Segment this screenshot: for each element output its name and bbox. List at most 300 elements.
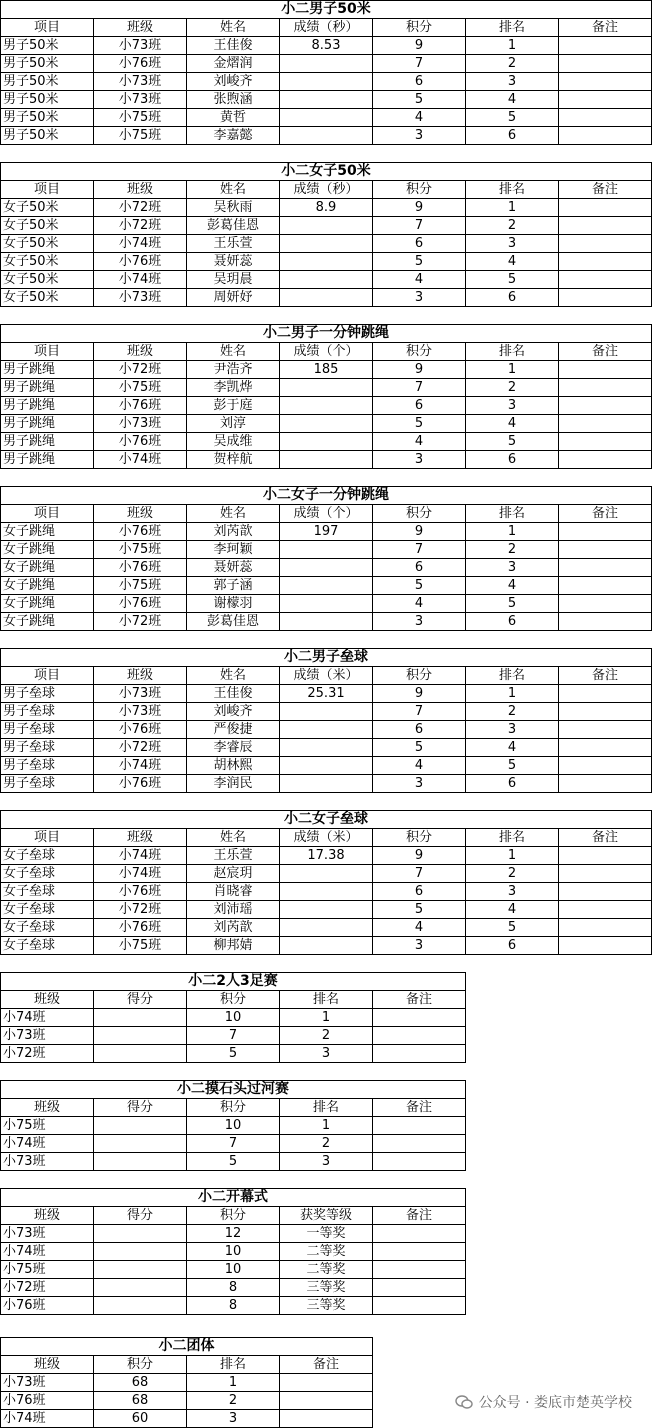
table-cell: 小75班 [94, 379, 187, 397]
table-row [1, 1153, 466, 1171]
table-cell: 小73班 [1, 1027, 94, 1045]
table-cell [559, 37, 652, 55]
table-cell: 3 [466, 883, 559, 901]
table-cell: 贺梓航 [187, 451, 280, 469]
table-cell: 8 [187, 1279, 280, 1297]
table-cell: 5 [187, 1153, 280, 1171]
results-table [0, 162, 652, 307]
table-cell [94, 1027, 187, 1045]
table-row [1, 55, 652, 73]
table-cell: 小74班 [1, 1009, 94, 1027]
table-cell: 小74班 [94, 847, 187, 865]
table-cell: 6 [373, 883, 466, 901]
column-header: 成绩（米） [280, 829, 373, 847]
table-cell: 6 [373, 397, 466, 415]
column-header: 排名 [466, 19, 559, 37]
table-cell: 小73班 [94, 73, 187, 91]
table-cell: 10 [187, 1009, 280, 1027]
table-cell: 4 [466, 739, 559, 757]
table-cell: 8.9 [280, 199, 373, 217]
table-cell [559, 523, 652, 541]
results-table [0, 810, 652, 955]
table-cell: 6 [373, 235, 466, 253]
table-row [1, 595, 652, 613]
table-cell [559, 721, 652, 739]
table-cell: 小76班 [94, 433, 187, 451]
table-cell [280, 73, 373, 91]
table-row [1, 379, 652, 397]
table-cell: 聂妍蕊 [187, 253, 280, 271]
column-header: 获奖等级 [280, 1207, 373, 1225]
table-cell: 吴成维 [187, 433, 280, 451]
table-row [1, 739, 652, 757]
table-cell [280, 415, 373, 433]
table-cell: 小73班 [94, 685, 187, 703]
table-cell [559, 559, 652, 577]
table-row [1, 1410, 373, 1428]
table-cell: 1 [466, 199, 559, 217]
table-cell: 小73班 [94, 703, 187, 721]
table-cell: 小73班 [1, 1153, 94, 1171]
table-row [1, 523, 652, 541]
table-cell: 柳邦婧 [187, 937, 280, 955]
table-cell: 3 [373, 451, 466, 469]
column-header: 姓名 [187, 667, 280, 685]
table-cell [94, 1117, 187, 1135]
table-cell: 6 [373, 721, 466, 739]
table-cell [559, 775, 652, 793]
table-cell: 尹浩齐 [187, 361, 280, 379]
column-header: 排名 [466, 343, 559, 361]
table-cell: 小73班 [1, 1225, 94, 1243]
table-cell: 女子垒球 [1, 901, 94, 919]
table-cell: 小72班 [94, 613, 187, 631]
column-header: 得分 [94, 1099, 187, 1117]
table-cell [280, 937, 373, 955]
header-row [1, 1207, 466, 1225]
table-cell: 一等奖 [280, 1225, 373, 1243]
column-header: 成绩（米） [280, 667, 373, 685]
table-row [1, 919, 652, 937]
column-header: 项目 [1, 505, 94, 523]
table-cell: 5 [373, 91, 466, 109]
table-cell [373, 1045, 466, 1063]
table-title: 小二女子50米 [1, 163, 652, 181]
table-cell: 男子垒球 [1, 721, 94, 739]
table-row [1, 253, 652, 271]
table-cell: 1 [466, 847, 559, 865]
column-header: 班级 [1, 1207, 94, 1225]
column-header: 成绩（秒） [280, 181, 373, 199]
table-cell: 4 [466, 415, 559, 433]
table-title: 小二2人3足赛 [1, 973, 466, 991]
table-cell: 小76班 [94, 919, 187, 937]
table-cell: 5 [373, 415, 466, 433]
table-cell [280, 595, 373, 613]
table-row [1, 199, 652, 217]
table-cell: 4 [373, 433, 466, 451]
table-row [1, 91, 652, 109]
table-cell: 赵宸玥 [187, 865, 280, 883]
table-cell: 6 [466, 775, 559, 793]
column-header: 姓名 [187, 343, 280, 361]
table-cell [559, 433, 652, 451]
table-cell: 女子垒球 [1, 883, 94, 901]
table-cell: 10 [187, 1117, 280, 1135]
table-cell: 5 [373, 253, 466, 271]
table-cell: 男子50米 [1, 37, 94, 55]
table-cell [559, 703, 652, 721]
table-cell: 1 [466, 361, 559, 379]
table-row [1, 1374, 373, 1392]
table-cell [559, 415, 652, 433]
table-cell: 女子50米 [1, 217, 94, 235]
table-cell [94, 1243, 187, 1261]
table-cell: 小76班 [1, 1392, 94, 1410]
table-cell: 5 [187, 1045, 280, 1063]
table-cell: 女子垒球 [1, 865, 94, 883]
table-cell [559, 127, 652, 145]
table-cell: 6 [466, 127, 559, 145]
table-title: 小二女子一分钟跳绳 [1, 487, 652, 505]
table-cell: 女子跳绳 [1, 577, 94, 595]
table-cell [559, 847, 652, 865]
table-row [1, 937, 652, 955]
column-header: 项目 [1, 829, 94, 847]
table-cell [559, 577, 652, 595]
table-title: 小二男子一分钟跳绳 [1, 325, 652, 343]
table-cell: 二等奖 [280, 1261, 373, 1279]
table-cell [559, 613, 652, 631]
table-cell: 17.38 [280, 847, 373, 865]
table-cell: 9 [373, 847, 466, 865]
results-table [0, 0, 652, 145]
table-cell: 3 [187, 1410, 280, 1428]
table-cell: 彭葛佳恩 [187, 613, 280, 631]
table-cell: 3 [373, 613, 466, 631]
column-header: 得分 [94, 991, 187, 1009]
table-row [1, 1297, 466, 1315]
table-cell: 3 [466, 721, 559, 739]
table-cell: 小76班 [94, 595, 187, 613]
table-cell: 7 [187, 1027, 280, 1045]
table-cell: 4 [373, 109, 466, 127]
table-row [1, 109, 652, 127]
results-table [0, 324, 652, 469]
table-cell: 6 [466, 451, 559, 469]
table-cell [280, 901, 373, 919]
table-cell: 5 [373, 901, 466, 919]
table-cell: 68 [94, 1374, 187, 1392]
table-cell: 1 [280, 1009, 373, 1027]
table-row [1, 433, 652, 451]
table-cell [280, 379, 373, 397]
table-cell: 小72班 [94, 361, 187, 379]
column-header: 排名 [187, 1356, 280, 1374]
table-cell [280, 397, 373, 415]
table-cell: 1 [466, 523, 559, 541]
column-header: 项目 [1, 19, 94, 37]
column-header: 排名 [466, 667, 559, 685]
table-cell: 严俊捷 [187, 721, 280, 739]
table-cell: 小76班 [94, 721, 187, 739]
table-cell: 小75班 [1, 1117, 94, 1135]
column-header: 班级 [94, 829, 187, 847]
table-cell [559, 595, 652, 613]
table-cell: 男子跳绳 [1, 361, 94, 379]
table-cell [559, 919, 652, 937]
table-cell [373, 1225, 466, 1243]
column-header: 积分 [373, 19, 466, 37]
table-cell: 女子跳绳 [1, 595, 94, 613]
table-cell: 3 [280, 1045, 373, 1063]
table-cell: 胡林熙 [187, 757, 280, 775]
table-cell: 6 [466, 937, 559, 955]
column-header: 班级 [94, 667, 187, 685]
table-cell [280, 127, 373, 145]
table-cell [280, 217, 373, 235]
table-cell: 2 [466, 217, 559, 235]
table-row [1, 37, 652, 55]
table-cell: 5 [466, 433, 559, 451]
table-cell: 7 [187, 1135, 280, 1153]
table-cell: 刘淳 [187, 415, 280, 433]
table-cell [559, 379, 652, 397]
table-cell: 小76班 [94, 55, 187, 73]
table-cell [559, 901, 652, 919]
table-cell: 2 [466, 55, 559, 73]
table-cell: 6 [373, 559, 466, 577]
table-cell: 7 [373, 379, 466, 397]
table-cell [94, 1225, 187, 1243]
table-cell: 王乐萱 [187, 235, 280, 253]
table-cell: 女子跳绳 [1, 613, 94, 631]
table-cell: 12 [187, 1225, 280, 1243]
table-cell: 68 [94, 1392, 187, 1410]
table-cell: 7 [373, 55, 466, 73]
column-header: 积分 [373, 181, 466, 199]
table-cell [280, 703, 373, 721]
table-cell: 女子跳绳 [1, 541, 94, 559]
table-cell: 1 [187, 1374, 280, 1392]
column-header: 排名 [466, 505, 559, 523]
table-cell: 男子垒球 [1, 703, 94, 721]
table-cell: 二等奖 [280, 1243, 373, 1261]
table-cell: 8 [187, 1297, 280, 1315]
table-cell: 张煦涵 [187, 91, 280, 109]
table-cell: 3 [373, 775, 466, 793]
table-row [1, 847, 652, 865]
table-cell: 女子50米 [1, 271, 94, 289]
column-header: 备注 [373, 1099, 466, 1117]
column-header: 班级 [94, 505, 187, 523]
table-cell: 男子跳绳 [1, 379, 94, 397]
table-cell: 小76班 [94, 559, 187, 577]
table-cell: 小76班 [1, 1297, 94, 1315]
table-cell: 2 [466, 865, 559, 883]
table-row [1, 397, 652, 415]
table-cell [280, 577, 373, 595]
table-cell [94, 1297, 187, 1315]
table-cell [280, 775, 373, 793]
table-cell [373, 1243, 466, 1261]
table-cell: 7 [373, 541, 466, 559]
table-cell: 王佳俊 [187, 685, 280, 703]
table-cell [373, 1261, 466, 1279]
header-row [1, 991, 466, 1009]
table-cell [373, 1279, 466, 1297]
table-row [1, 883, 652, 901]
table-cell [280, 721, 373, 739]
table-cell: 刘峻齐 [187, 73, 280, 91]
table-cell [559, 739, 652, 757]
table-row [1, 775, 652, 793]
table-cell [373, 1117, 466, 1135]
table-cell: 3 [373, 289, 466, 307]
table-cell [280, 739, 373, 757]
table-cell [559, 289, 652, 307]
table-row [1, 559, 652, 577]
column-header: 备注 [559, 505, 652, 523]
table-row [1, 451, 652, 469]
table-cell [559, 217, 652, 235]
table-row [1, 757, 652, 775]
table-cell: 小72班 [94, 901, 187, 919]
table-cell [280, 109, 373, 127]
table-cell [559, 73, 652, 91]
table-row [1, 1243, 466, 1261]
table-cell: 刘芮歆 [187, 919, 280, 937]
table-cell: 小76班 [94, 397, 187, 415]
table-cell: 男子垒球 [1, 775, 94, 793]
column-header: 姓名 [187, 19, 280, 37]
table-cell: 黄哲 [187, 109, 280, 127]
table-cell: 6 [373, 73, 466, 91]
table-row [1, 901, 652, 919]
table-cell: 5 [466, 757, 559, 775]
table-cell [280, 91, 373, 109]
column-header: 积分 [187, 991, 280, 1009]
table-cell: 刘沛瑶 [187, 901, 280, 919]
table-cell: 1 [466, 685, 559, 703]
table-cell: 10 [187, 1243, 280, 1261]
table-cell: 男子50米 [1, 73, 94, 91]
table-row [1, 1279, 466, 1297]
column-header: 成绩（秒） [280, 19, 373, 37]
table-cell [559, 235, 652, 253]
table-cell: 李嘉懿 [187, 127, 280, 145]
table-row [1, 289, 652, 307]
table-cell [280, 271, 373, 289]
column-header: 项目 [1, 181, 94, 199]
table-cell: 小73班 [94, 37, 187, 55]
table-cell [280, 289, 373, 307]
table-cell [559, 757, 652, 775]
table-cell [559, 451, 652, 469]
column-header: 备注 [373, 1207, 466, 1225]
table-cell: 女子垒球 [1, 847, 94, 865]
table-row [1, 217, 652, 235]
table-cell [280, 541, 373, 559]
column-header: 积分 [373, 667, 466, 685]
table-cell [559, 91, 652, 109]
table-cell: 小74班 [1, 1243, 94, 1261]
table-cell: 4 [466, 901, 559, 919]
table-cell [280, 1374, 373, 1392]
header-row [1, 505, 652, 523]
column-header: 姓名 [187, 181, 280, 199]
table-row [1, 541, 652, 559]
table-cell: 小75班 [94, 541, 187, 559]
table-cell: 4 [373, 757, 466, 775]
table-cell: 小75班 [94, 937, 187, 955]
column-header: 备注 [559, 19, 652, 37]
table-row [1, 271, 652, 289]
table-cell [280, 865, 373, 883]
table-cell [373, 1027, 466, 1045]
table-cell: 5 [373, 577, 466, 595]
table-cell [280, 253, 373, 271]
table-cell [559, 865, 652, 883]
table-cell: 小73班 [94, 415, 187, 433]
table-cell: 男子50米 [1, 109, 94, 127]
table-cell: 5 [466, 109, 559, 127]
column-header: 备注 [559, 829, 652, 847]
column-header: 排名 [466, 829, 559, 847]
table-row [1, 235, 652, 253]
table-cell: 9 [373, 199, 466, 217]
header-row [1, 667, 652, 685]
table-title: 小二女子垒球 [1, 811, 652, 829]
column-header: 备注 [373, 991, 466, 1009]
table-cell: 9 [373, 685, 466, 703]
column-header: 班级 [94, 181, 187, 199]
column-header: 班级 [1, 1099, 94, 1117]
table-cell: 郭子涵 [187, 577, 280, 595]
table-cell [280, 451, 373, 469]
column-header: 积分 [94, 1356, 187, 1374]
table-cell [94, 1261, 187, 1279]
table-cell [94, 1279, 187, 1297]
table-cell [94, 1135, 187, 1153]
column-header: 排名 [280, 1099, 373, 1117]
column-header: 项目 [1, 667, 94, 685]
table-cell: 小74班 [94, 235, 187, 253]
table-cell: 李珂颖 [187, 541, 280, 559]
table-cell: 7 [373, 217, 466, 235]
table-cell: 8.53 [280, 37, 373, 55]
table-cell: 李润民 [187, 775, 280, 793]
table-cell [559, 685, 652, 703]
table-cell: 小75班 [94, 109, 187, 127]
column-header: 备注 [559, 343, 652, 361]
table-row [1, 415, 652, 433]
table-cell: 9 [373, 361, 466, 379]
column-header: 备注 [559, 667, 652, 685]
table-cell: 小75班 [94, 577, 187, 595]
table-cell: 60 [94, 1410, 187, 1428]
table-row [1, 1135, 466, 1153]
table-cell: 男子垒球 [1, 739, 94, 757]
table-cell: 1 [280, 1117, 373, 1135]
table-cell: 4 [466, 577, 559, 595]
table-cell: 周妍妤 [187, 289, 280, 307]
table-cell: 小76班 [94, 883, 187, 901]
column-header: 积分 [187, 1207, 280, 1225]
table-row [1, 1225, 466, 1243]
table-cell: 小76班 [94, 523, 187, 541]
table-cell: 刘芮歆 [187, 523, 280, 541]
